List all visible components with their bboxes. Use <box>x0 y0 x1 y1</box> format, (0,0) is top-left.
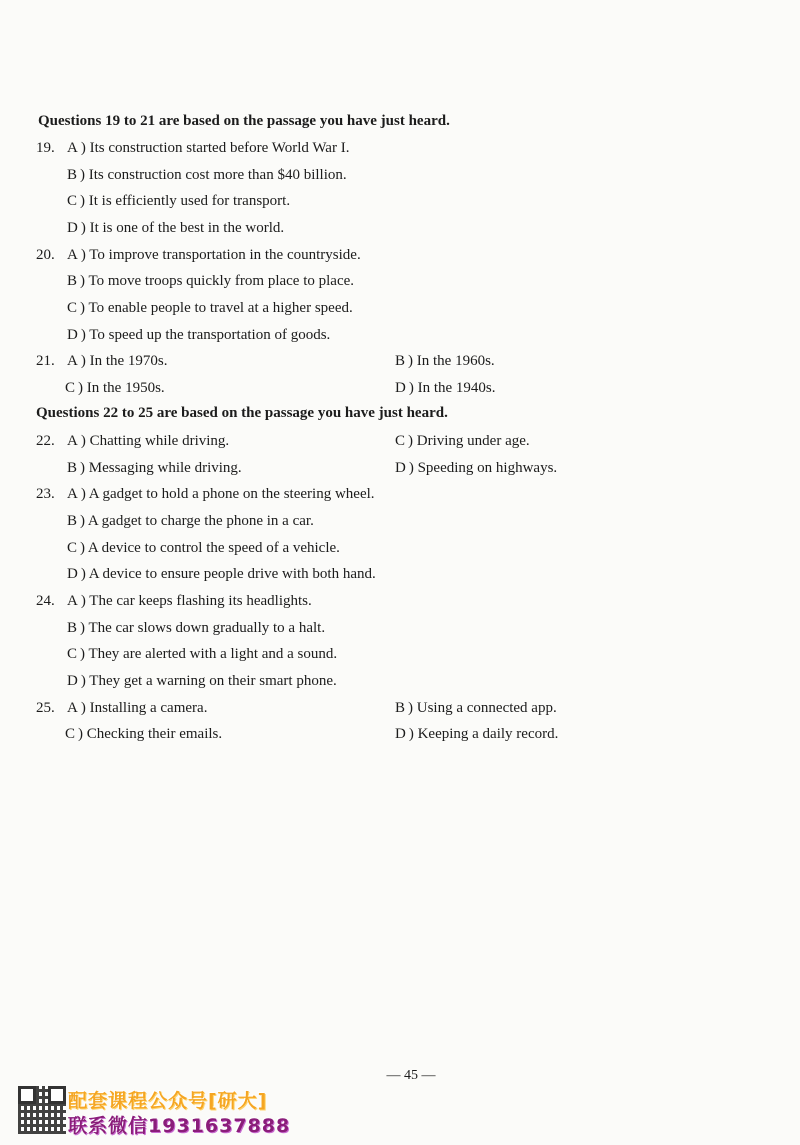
question-number: 25. <box>36 700 55 716</box>
page-number: — 45 — <box>386 1068 436 1083</box>
option-c: C ) In the 1950s. <box>65 380 165 396</box>
option-a: A ) Chatting while driving. <box>67 433 230 449</box>
option-b: B ) Messaging while driving. <box>67 460 242 476</box>
question-number: 22. <box>36 433 55 449</box>
option-d: D ) To speed up the transportation of goods. <box>67 327 331 343</box>
option-c: C ) Checking their emails. <box>65 726 223 742</box>
option-d: D ) It is one of the best in the world. <box>67 220 285 236</box>
option-b: B ) Using a connected app. <box>395 700 557 716</box>
option-a: A ) The car keeps flashing its headlights. <box>67 593 312 609</box>
option-a: A ) To improve transportation in the countryside. <box>67 247 361 263</box>
option-a: A ) In the 1970s. <box>67 353 168 369</box>
question-number: 21. <box>36 353 55 369</box>
watermark-line-2: 联系微信1931637888 <box>68 1115 291 1137</box>
option-d: D ) Speeding on highways. <box>395 460 558 476</box>
option-c: C ) A device to control the speed of a vehicle. <box>67 540 340 556</box>
option-b: B ) Its construction cost more than $40 billion. <box>67 167 347 183</box>
option-d: D ) Keeping a daily record. <box>395 726 559 742</box>
option-b: B ) To move troops quickly from place to place. <box>67 273 355 289</box>
watermark-line-1: 配套课程公众号[研大] <box>68 1090 268 1112</box>
option-c: C ) It is efficiently used for transport. <box>67 193 291 209</box>
question-number: 24. <box>36 593 55 609</box>
option-b: B ) A gadget to charge the phone in a car. <box>67 513 314 529</box>
option-a: A ) Its construction started before World War I. <box>67 140 350 156</box>
option-d: D ) A device to ensure people drive with both hand. <box>67 566 376 582</box>
option-b: B ) The car slows down gradually to a halt. <box>67 620 326 636</box>
question-number: 19. <box>36 140 55 156</box>
option-a: A ) A gadget to hold a phone on the steering wheel. <box>67 486 375 502</box>
option-c: C ) Driving under age. <box>395 433 530 449</box>
question-number: 20. <box>36 247 55 263</box>
option-b: B ) In the 1960s. <box>395 353 495 369</box>
option-c: C ) To enable people to travel at a higher speed. <box>67 300 353 316</box>
section-heading-22-25: Questions 22 to 25 are based on the passage you have just heard. <box>36 405 448 421</box>
option-a: A ) Installing a camera. <box>67 700 208 716</box>
qr-code-icon <box>18 1086 66 1134</box>
option-d: D ) In the 1940s. <box>395 380 496 396</box>
section-heading-19-21: Questions 19 to 21 are based on the passage you have just heard. <box>38 113 450 129</box>
option-d: D ) They get a warning on their smart phone. <box>67 673 337 689</box>
question-number: 23. <box>36 486 55 502</box>
option-c: C ) They are alerted with a light and a sound. <box>67 646 338 662</box>
